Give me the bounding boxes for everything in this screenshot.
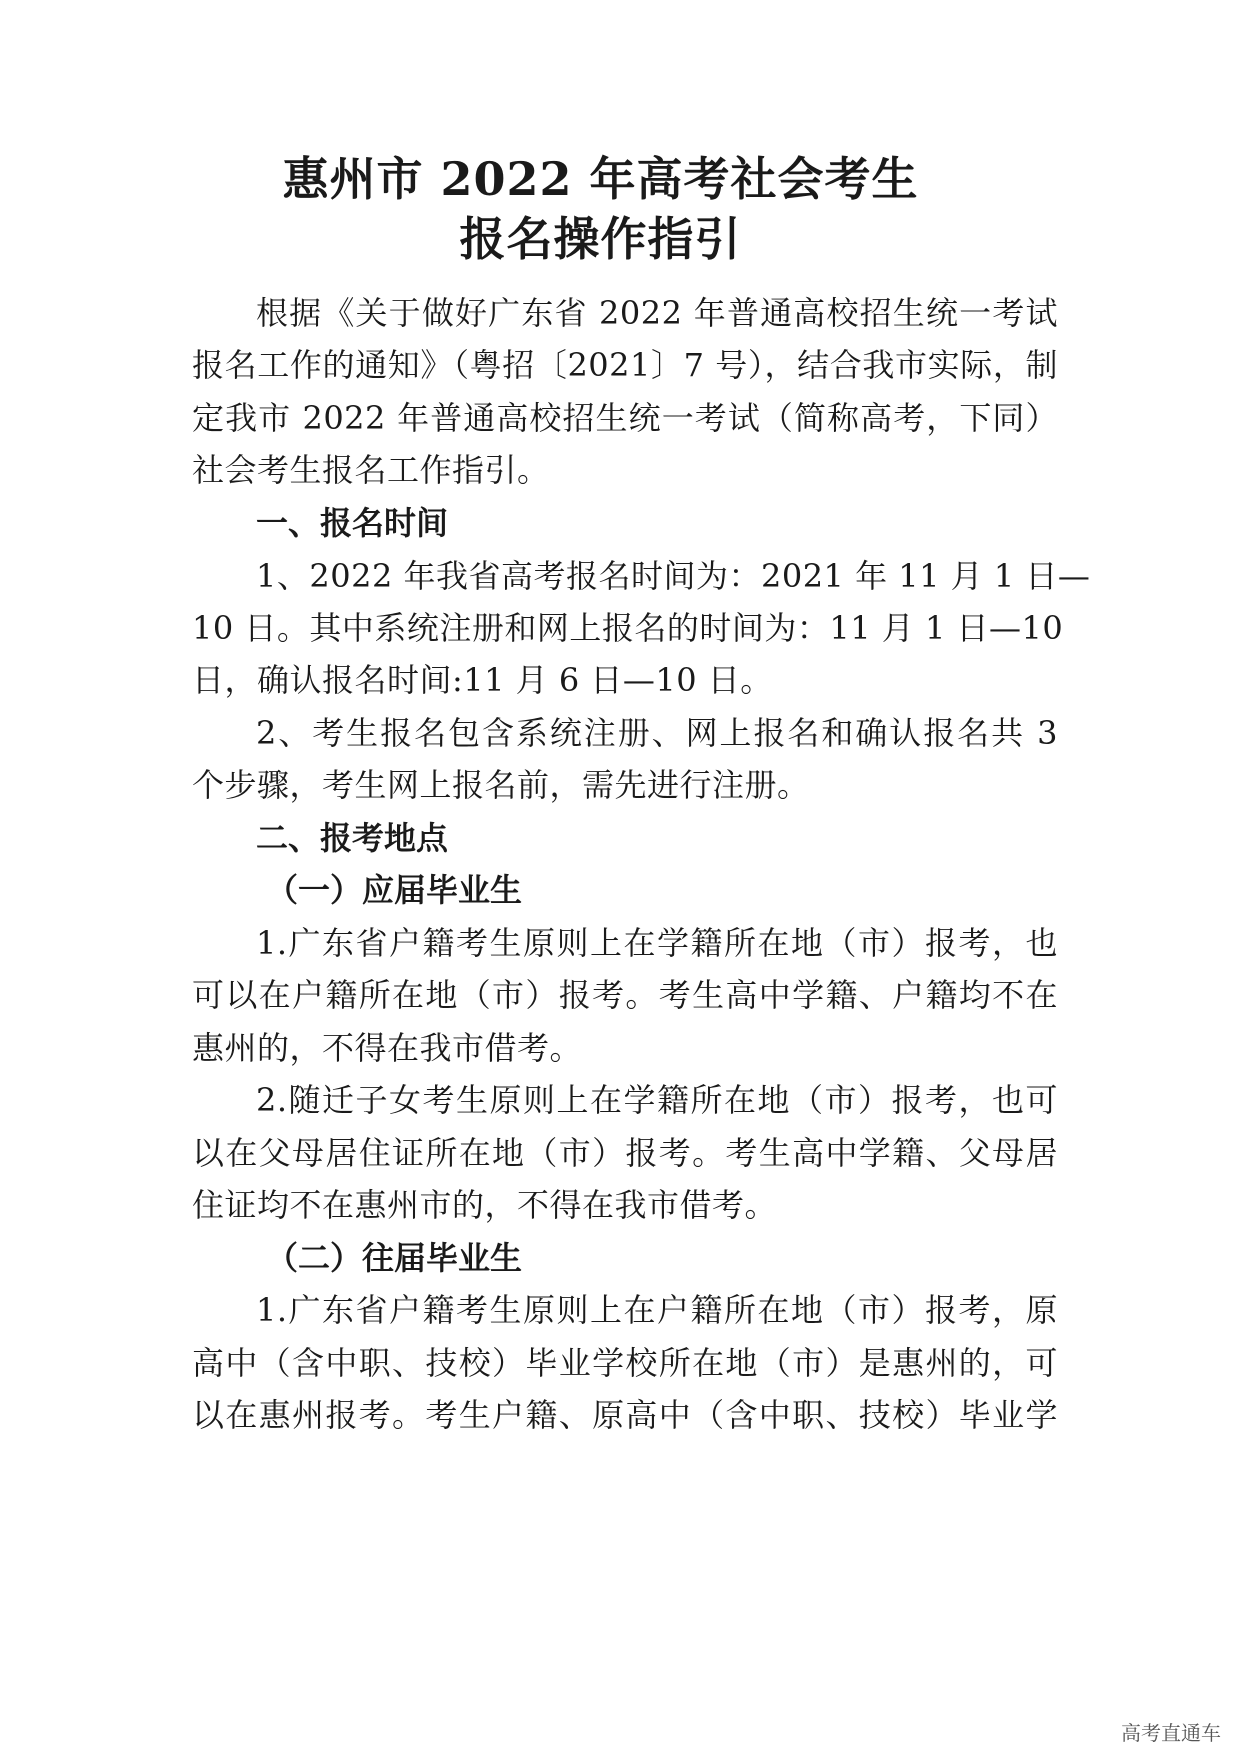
section-2-sub-2-item-1-line-1: 1.广东省户籍考生原则上在户籍所在地（市）报考，原 (256, 1291, 1058, 1329)
section-2-sub-1-heading: （一）应届毕业生 (266, 871, 523, 909)
section-2-sub-2-item-1-line-2: 高中（含中职、技校）毕业学校所在地（市）是惠州的，可 (192, 1344, 1058, 1382)
section-1-item-2-line-2: 个步骤，考生网上报名前，需先进行注册。 (192, 766, 810, 804)
section-1-item-1-line-1: 1、2022 年我省高考报名时间为：2021 年 11 月 1 日— (256, 557, 1091, 595)
document-title-line-2: 报名操作指引 (459, 212, 742, 266)
section-2-sub-2-heading: （二）往届毕业生 (266, 1239, 523, 1277)
section-2-sub-1-item-2-line-1: 2.随迁子女考生原则上在学籍所在地（市）报考，也可 (256, 1081, 1058, 1119)
section-2-heading: 二、报考地点 (256, 819, 449, 857)
intro-line-4: 社会考生报名工作指引。 (192, 451, 550, 489)
watermark-text: 高考直通车 (1121, 1721, 1221, 1745)
section-1-item-1-line-3: 日，确认报名时间:11 月 6 日—10 日。 (192, 661, 773, 699)
section-2-sub-1-item-1-line-3: 惠州的，不得在我市借考。 (192, 1029, 583, 1067)
intro-line-2: 报名工作的通知》（粤招〔2021〕7 号），结合我市实际，制 (192, 346, 1058, 384)
section-2-sub-1-item-2-line-3: 住证均不在惠州市的，不得在我市借考。 (192, 1186, 778, 1224)
document-title-line-1: 惠州市 2022 年高考社会考生 (282, 152, 919, 206)
section-2-sub-1-item-1-line-2: 可以在户籍所在地（市）报考。考生高中学籍、户籍均不在 (192, 976, 1058, 1014)
section-2-sub-1-item-2-line-2: 以在父母居住证所在地（市）报考。考生高中学籍、父母居 (192, 1134, 1058, 1172)
section-1-item-2-line-1: 2、考生报名包含系统注册、网上报名和确认报名共 3 (256, 714, 1058, 752)
intro-line-1: 根据《关于做好广东省 2022 年普通高校招生统一考试 (256, 294, 1058, 332)
section-2-sub-1-item-1-line-1: 1.广东省户籍考生原则上在学籍所在地（市）报考，也 (256, 924, 1058, 962)
intro-line-3: 定我市 2022 年普通高校招生统一考试（简称高考，下同） (192, 399, 1058, 437)
section-1-heading: 一、报名时间 (256, 504, 449, 542)
section-2-sub-2-item-1-line-3: 以在惠州报考。考生户籍、原高中（含中职、技校）毕业学 (192, 1396, 1058, 1434)
section-1-item-1-line-2: 10 日。其中系统注册和网上报名的时间为：11 月 1 日—10 (192, 609, 1064, 647)
